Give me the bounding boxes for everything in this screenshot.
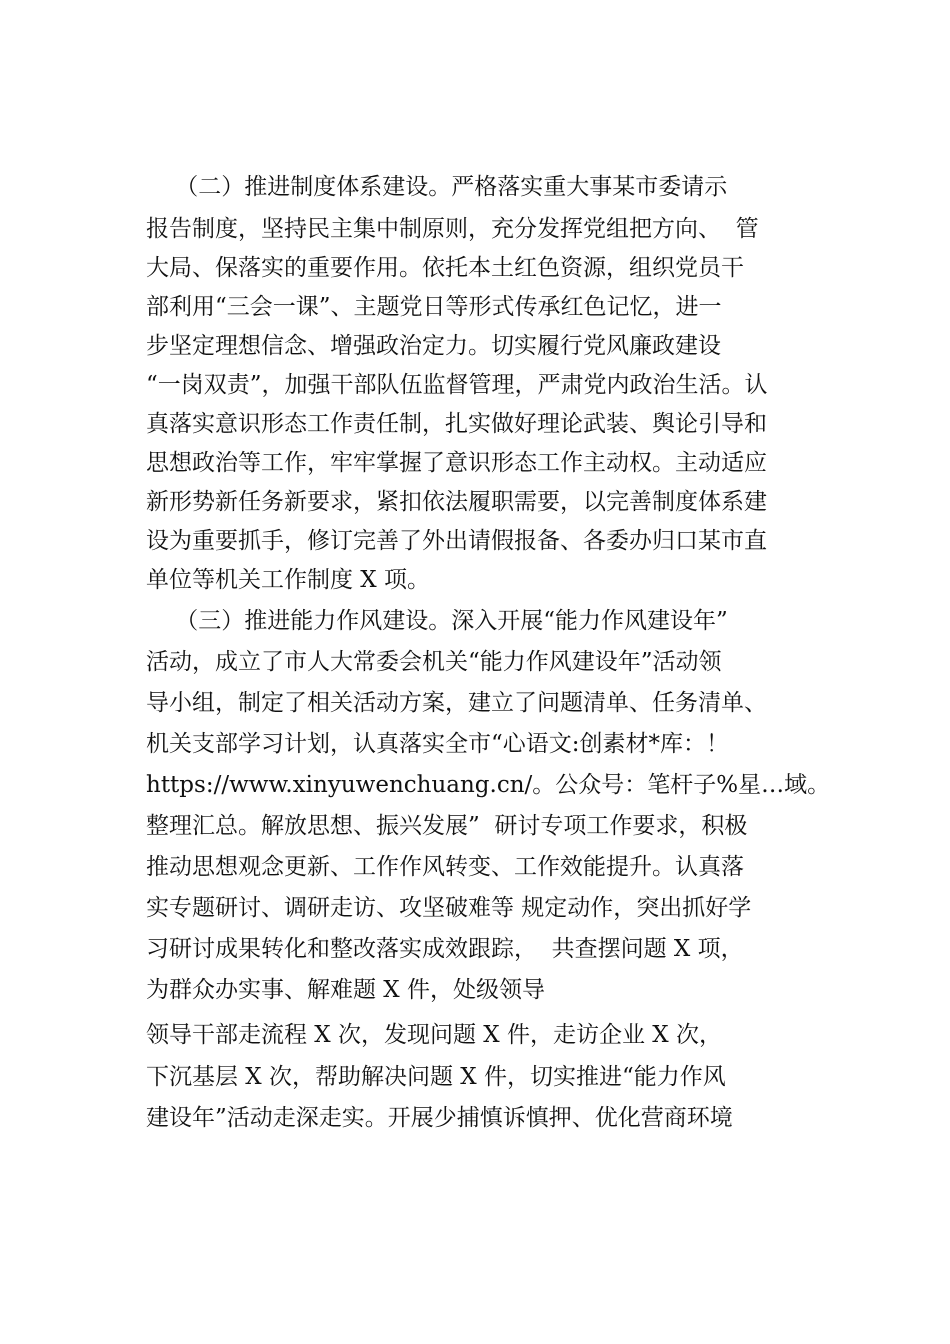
paragraph-2-line-3: 大局、保落实的重要作用。依托本土红色资源，组织党员干 (146, 255, 744, 281)
paragraph-3-line-4: 机关支部学习计划，认真落实全市“心语文:创素材*库：！ (146, 731, 730, 757)
paragraph-2-line-9: 新形势新任务新要求，紧扣依法履职需要，以完善制度体系建 (146, 489, 767, 515)
paragraph-3-line-2: 活动，成立了市人大常委会机关“能力作风建设年”活动领 (146, 649, 722, 675)
paragraph-3-line-6: 整理汇总。解放思想、振兴发展” 研讨专项工作要求，积极 (146, 813, 748, 839)
paragraph-2-line-1: （二）推进制度体系建设。严格落实重大事某市委请示 (146, 174, 728, 200)
paragraph-3-line-11: 领导干部走流程 X 次，发现问题 X 件，走访企业 X 次， (146, 1022, 722, 1048)
paragraph-3-line-12: 下沉基层 X 次，帮助解决问题 X 件，切实推进“能力作风 (146, 1064, 726, 1090)
paragraph-2-line-11: 单位等机关工作制度 X 项。 (146, 567, 430, 593)
paragraph-3-line-7: 推动思想观念更新、工作作风转变、工作效能提升。认真落 (146, 854, 744, 880)
paragraph-2-line-2: 报告制度，坚持民主集中制原则，充分发挥党组把方向、 管 (146, 216, 759, 242)
paragraph-2-line-5: 步坚定理想信念、增强政治定力。切实履行党风廉政建设 (146, 333, 721, 359)
paragraph-3-line-8: 实专题研讨、调研走访、攻坚破难等 规定动作，突出抓好学 (146, 895, 752, 921)
paragraph-3-line-3: 导小组，制定了相关活动方案，建立了问题清单、任务清单、 (146, 690, 767, 716)
paragraph-3-line-1: （三）推进能力作风建设。深入开展“能力作风建设年” (146, 608, 728, 634)
paragraph-3-line-13: 建设年”活动走深走实。开展少捕慎诉慎押、优化营商环境 (146, 1105, 733, 1131)
paragraph-3-line-10: 为群众办实事、解难题 X 件，处级领导 (146, 977, 545, 1003)
paragraph-2-line-6: “一岗双责”，加强干部队伍监督管理，严肃党内政治生活。认 (146, 372, 768, 398)
paragraph-2-line-8: 思想政治等工作，牢牢掌握了意识形态工作主动权。主动适应 (146, 450, 767, 476)
paragraph-2-line-10: 设为重要抓手，修订完善了外出请假报备、各委办归口某市直 (146, 528, 767, 554)
paragraph-3-line-5: https://www.xinyuwenchuang.cn/。公众号：笔杆子%星…域。 (146, 772, 831, 798)
paragraph-2-line-4: 部利用“三会一课”、主题党日等形式传承红色记忆，进一 (146, 294, 722, 320)
paragraph-2-line-7: 真落实意识形态工作责任制，扎实做好理论武装、舆论引导和 (146, 411, 767, 437)
paragraph-3-line-9: 习研讨成果转化和整改落实成效跟踪， 共查摆问题 X 项， (146, 936, 744, 962)
